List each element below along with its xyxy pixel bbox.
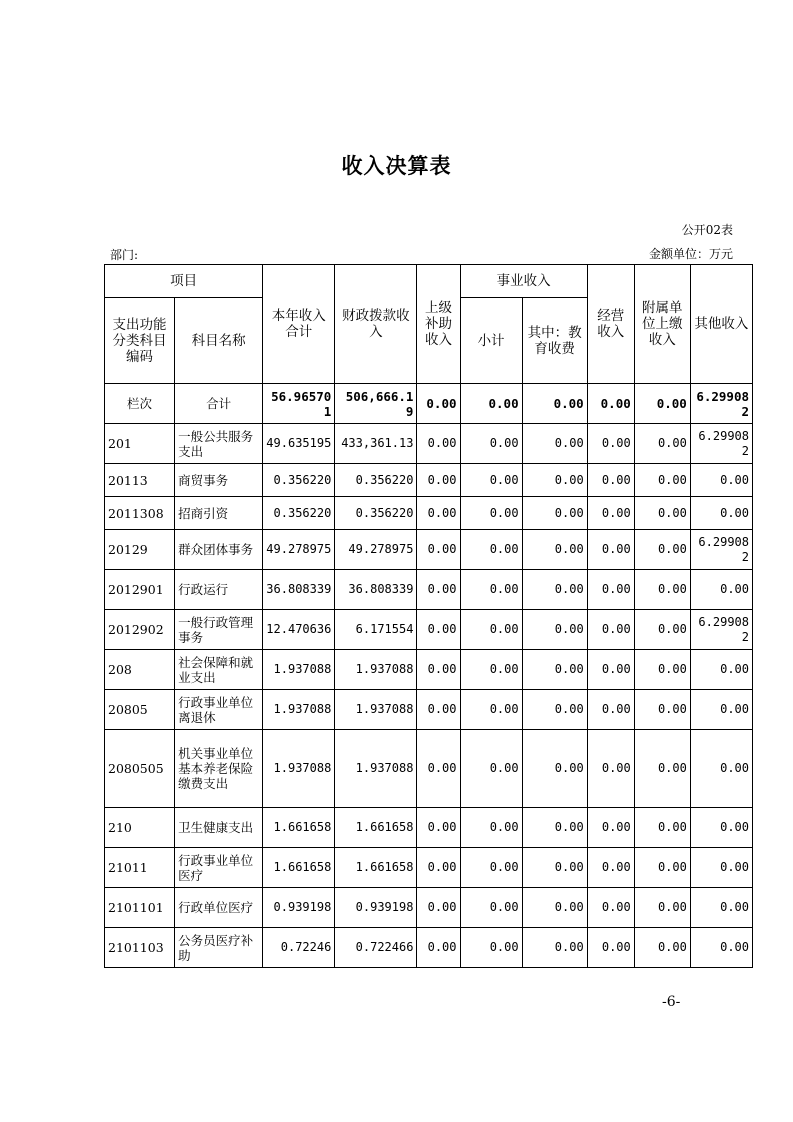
total-row [105, 384, 753, 424]
row-operating-value: 0.00 [587, 928, 634, 968]
row-fiscal-value: 1.661658 [335, 808, 417, 848]
row-fiscal-value: 49.278975 [335, 530, 417, 570]
row-fiscal-value: 36.808339 [335, 570, 417, 610]
row-fiscal-value: 433,361.13 [335, 424, 417, 464]
row-affiliated-value: 0.00 [634, 570, 690, 610]
row-code: 20129 [105, 530, 175, 570]
row-fiscal-value: 6.171554 [335, 610, 417, 650]
header-total-income: 本年收入合计 [263, 265, 335, 384]
row-fiscal-value: 1.661658 [335, 848, 417, 888]
table-row [105, 690, 753, 730]
row-fiscal-value: 0.722466 [335, 928, 417, 968]
row-subtotal-value: 0.00 [460, 464, 522, 497]
total-edu-fee-value: 0.00 [522, 384, 587, 424]
row-affiliated-value: 0.00 [634, 888, 690, 928]
row-superior-value: 0.00 [417, 497, 460, 530]
row-superior-value: 0.00 [417, 808, 460, 848]
row-total-income-value: 12.470636 [263, 610, 335, 650]
row-code: 201 [105, 424, 175, 464]
row-edu-fee-value: 0.00 [522, 570, 587, 610]
row-superior-value: 0.00 [417, 610, 460, 650]
row-fiscal-value: 1.937088 [335, 690, 417, 730]
row-edu-fee-value: 0.00 [522, 808, 587, 848]
table-row [105, 530, 753, 570]
row-total-income-value: 0.72246 [263, 928, 335, 968]
row-other-value: 0.00 [690, 730, 752, 808]
row-code: 2080505 [105, 730, 175, 808]
row-subtotal-value: 0.00 [460, 808, 522, 848]
row-operating-value: 0.00 [587, 464, 634, 497]
row-operating-value: 0.00 [587, 530, 634, 570]
row-other-value: 0.00 [690, 497, 752, 530]
header-code: 支出功能分类科目编码 [105, 298, 175, 384]
row-code: 2012902 [105, 610, 175, 650]
row-superior-value: 0.00 [417, 730, 460, 808]
row-fiscal-value: 0.356220 [335, 464, 417, 497]
row-total-income-value: 1.937088 [263, 730, 335, 808]
row-subtotal-value: 0.00 [460, 530, 522, 570]
row-fiscal-value: 1.937088 [335, 650, 417, 690]
row-subtotal-value: 0.00 [460, 848, 522, 888]
row-name: 行政事业单位离退休 [175, 690, 263, 730]
table-row [105, 570, 753, 610]
table-row [105, 497, 753, 530]
total-code: 栏次 [105, 384, 175, 424]
row-other-value: 0.00 [690, 808, 752, 848]
table-row [105, 610, 753, 650]
row-superior-value: 0.00 [417, 690, 460, 730]
row-code: 2012901 [105, 570, 175, 610]
total-superior-value: 0.00 [417, 384, 460, 424]
row-total-income-value: 49.278975 [263, 530, 335, 570]
page-number: -6- [662, 994, 681, 1010]
row-code: 2011308 [105, 497, 175, 530]
row-total-income-value: 1.661658 [263, 848, 335, 888]
row-superior-value: 0.00 [417, 570, 460, 610]
row-name: 群众团体事务 [175, 530, 263, 570]
row-code: 20805 [105, 690, 175, 730]
row-edu-fee-value: 0.00 [522, 690, 587, 730]
row-edu-fee-value: 0.00 [522, 530, 587, 570]
row-affiliated-value: 0.00 [634, 650, 690, 690]
page-title: 收入决算表 [341, 153, 452, 178]
row-edu-fee-value: 0.00 [522, 650, 587, 690]
row-operating-value: 0.00 [587, 650, 634, 690]
header-affiliated: 附属单位上缴收入 [634, 265, 690, 384]
row-affiliated-value: 0.00 [634, 610, 690, 650]
header-operating: 经营收入 [587, 265, 634, 384]
row-operating-value: 0.00 [587, 730, 634, 808]
row-other-value: 0.00 [690, 570, 752, 610]
row-edu-fee-value: 0.00 [522, 497, 587, 530]
row-superior-value: 0.00 [417, 650, 460, 690]
row-edu-fee-value: 0.00 [522, 610, 587, 650]
header-superior: 上级补助收入 [417, 265, 460, 384]
row-affiliated-value: 0.00 [634, 808, 690, 848]
row-fiscal-value: 1.937088 [335, 730, 417, 808]
row-fiscal-value: 0.939198 [335, 888, 417, 928]
row-edu-fee-value: 0.00 [522, 848, 587, 888]
row-name: 招商引资 [175, 497, 263, 530]
header-subtotal: 小计 [460, 298, 522, 384]
header-other: 其他收入 [690, 265, 752, 384]
income-table [104, 264, 753, 968]
header-fiscal: 财政拨款收入 [335, 265, 417, 384]
row-affiliated-value: 0.00 [634, 848, 690, 888]
row-subtotal-value: 0.00 [460, 928, 522, 968]
total-name: 合计 [175, 384, 263, 424]
row-edu-fee-value: 0.00 [522, 464, 587, 497]
row-name: 机关事业单位基本养老保险缴费支出 [175, 730, 263, 808]
row-other-value: 0.00 [690, 928, 752, 968]
row-operating-value: 0.00 [587, 690, 634, 730]
table-row [105, 848, 753, 888]
table-row [105, 650, 753, 690]
row-code: 21011 [105, 848, 175, 888]
row-operating-value: 0.00 [587, 424, 634, 464]
row-code: 2101103 [105, 928, 175, 968]
row-superior-value: 0.00 [417, 848, 460, 888]
row-code: 210 [105, 808, 175, 848]
row-code: 20113 [105, 464, 175, 497]
row-other-value: 6.299082 [690, 530, 752, 570]
row-operating-value: 0.00 [587, 848, 634, 888]
row-edu-fee-value: 0.00 [522, 928, 587, 968]
table-row [105, 730, 753, 808]
row-subtotal-value: 0.00 [460, 888, 522, 928]
row-name: 卫生健康支出 [175, 808, 263, 848]
row-other-value: 0.00 [690, 888, 752, 928]
row-affiliated-value: 0.00 [634, 530, 690, 570]
table-row [105, 928, 753, 968]
row-subtotal-value: 0.00 [460, 650, 522, 690]
row-code: 2101101 [105, 888, 175, 928]
row-name: 一般公共服务支出 [175, 424, 263, 464]
row-fiscal-value: 0.356220 [335, 497, 417, 530]
row-total-income-value: 0.356220 [263, 497, 335, 530]
row-superior-value: 0.00 [417, 464, 460, 497]
row-total-income-value: 1.937088 [263, 650, 335, 690]
total-operating-value: 0.00 [587, 384, 634, 424]
department-label: 部门: [110, 248, 139, 262]
row-superior-value: 0.00 [417, 424, 460, 464]
row-affiliated-value: 0.00 [634, 497, 690, 530]
row-code: 208 [105, 650, 175, 690]
row-other-value: 0.00 [690, 464, 752, 497]
row-affiliated-value: 0.00 [634, 928, 690, 968]
row-superior-value: 0.00 [417, 888, 460, 928]
row-name: 行政事业单位医疗 [175, 848, 263, 888]
row-subtotal-value: 0.00 [460, 690, 522, 730]
row-operating-value: 0.00 [587, 808, 634, 848]
table-row [105, 808, 753, 848]
total-fiscal-value: 506,666.19 [335, 384, 417, 424]
row-subtotal-value: 0.00 [460, 424, 522, 464]
row-affiliated-value: 0.00 [634, 690, 690, 730]
row-name: 社会保障和就业支出 [175, 650, 263, 690]
row-other-value: 6.299082 [690, 424, 752, 464]
table-row [105, 464, 753, 497]
row-superior-value: 0.00 [417, 928, 460, 968]
row-subtotal-value: 0.00 [460, 730, 522, 808]
row-operating-value: 0.00 [587, 610, 634, 650]
total-other-value: 6.299082 [690, 384, 752, 424]
row-name: 公务员医疗补助 [175, 928, 263, 968]
row-name: 行政单位医疗 [175, 888, 263, 928]
total-income-value: 56.965701 [263, 384, 335, 424]
row-edu-fee-value: 0.00 [522, 424, 587, 464]
row-subtotal-value: 0.00 [460, 610, 522, 650]
row-operating-value: 0.00 [587, 888, 634, 928]
row-affiliated-value: 0.00 [634, 424, 690, 464]
header-undertaking: 事业收入 [460, 265, 587, 298]
row-operating-value: 0.00 [587, 497, 634, 530]
table-row [105, 424, 753, 464]
row-subtotal-value: 0.00 [460, 497, 522, 530]
amount-unit-label: 金额单位：万元 [648, 247, 733, 261]
form-number: 公开02表 [681, 223, 733, 237]
row-name: 商贸事务 [175, 464, 263, 497]
header-item: 项目 [105, 265, 263, 298]
row-subtotal-value: 0.00 [460, 570, 522, 610]
row-superior-value: 0.00 [417, 530, 460, 570]
row-edu-fee-value: 0.00 [522, 888, 587, 928]
row-other-value: 0.00 [690, 690, 752, 730]
row-total-income-value: 36.808339 [263, 570, 335, 610]
table-row [105, 888, 753, 928]
row-total-income-value: 0.356220 [263, 464, 335, 497]
header-edu-fee: 其中：教育收费 [522, 298, 587, 384]
row-total-income-value: 1.937088 [263, 690, 335, 730]
row-total-income-value: 0.939198 [263, 888, 335, 928]
row-affiliated-value: 0.00 [634, 730, 690, 808]
row-operating-value: 0.00 [587, 570, 634, 610]
row-other-value: 6.299082 [690, 610, 752, 650]
row-affiliated-value: 0.00 [634, 464, 690, 497]
row-total-income-value: 1.661658 [263, 808, 335, 848]
total-subtotal-value: 0.00 [460, 384, 522, 424]
row-other-value: 0.00 [690, 650, 752, 690]
total-affiliated-value: 0.00 [634, 384, 690, 424]
row-other-value: 0.00 [690, 848, 752, 888]
row-total-income-value: 49.635195 [263, 424, 335, 464]
row-name: 行政运行 [175, 570, 263, 610]
row-edu-fee-value: 0.00 [522, 730, 587, 808]
row-name: 一般行政管理事务 [175, 610, 263, 650]
header-name: 科目名称 [175, 298, 263, 384]
